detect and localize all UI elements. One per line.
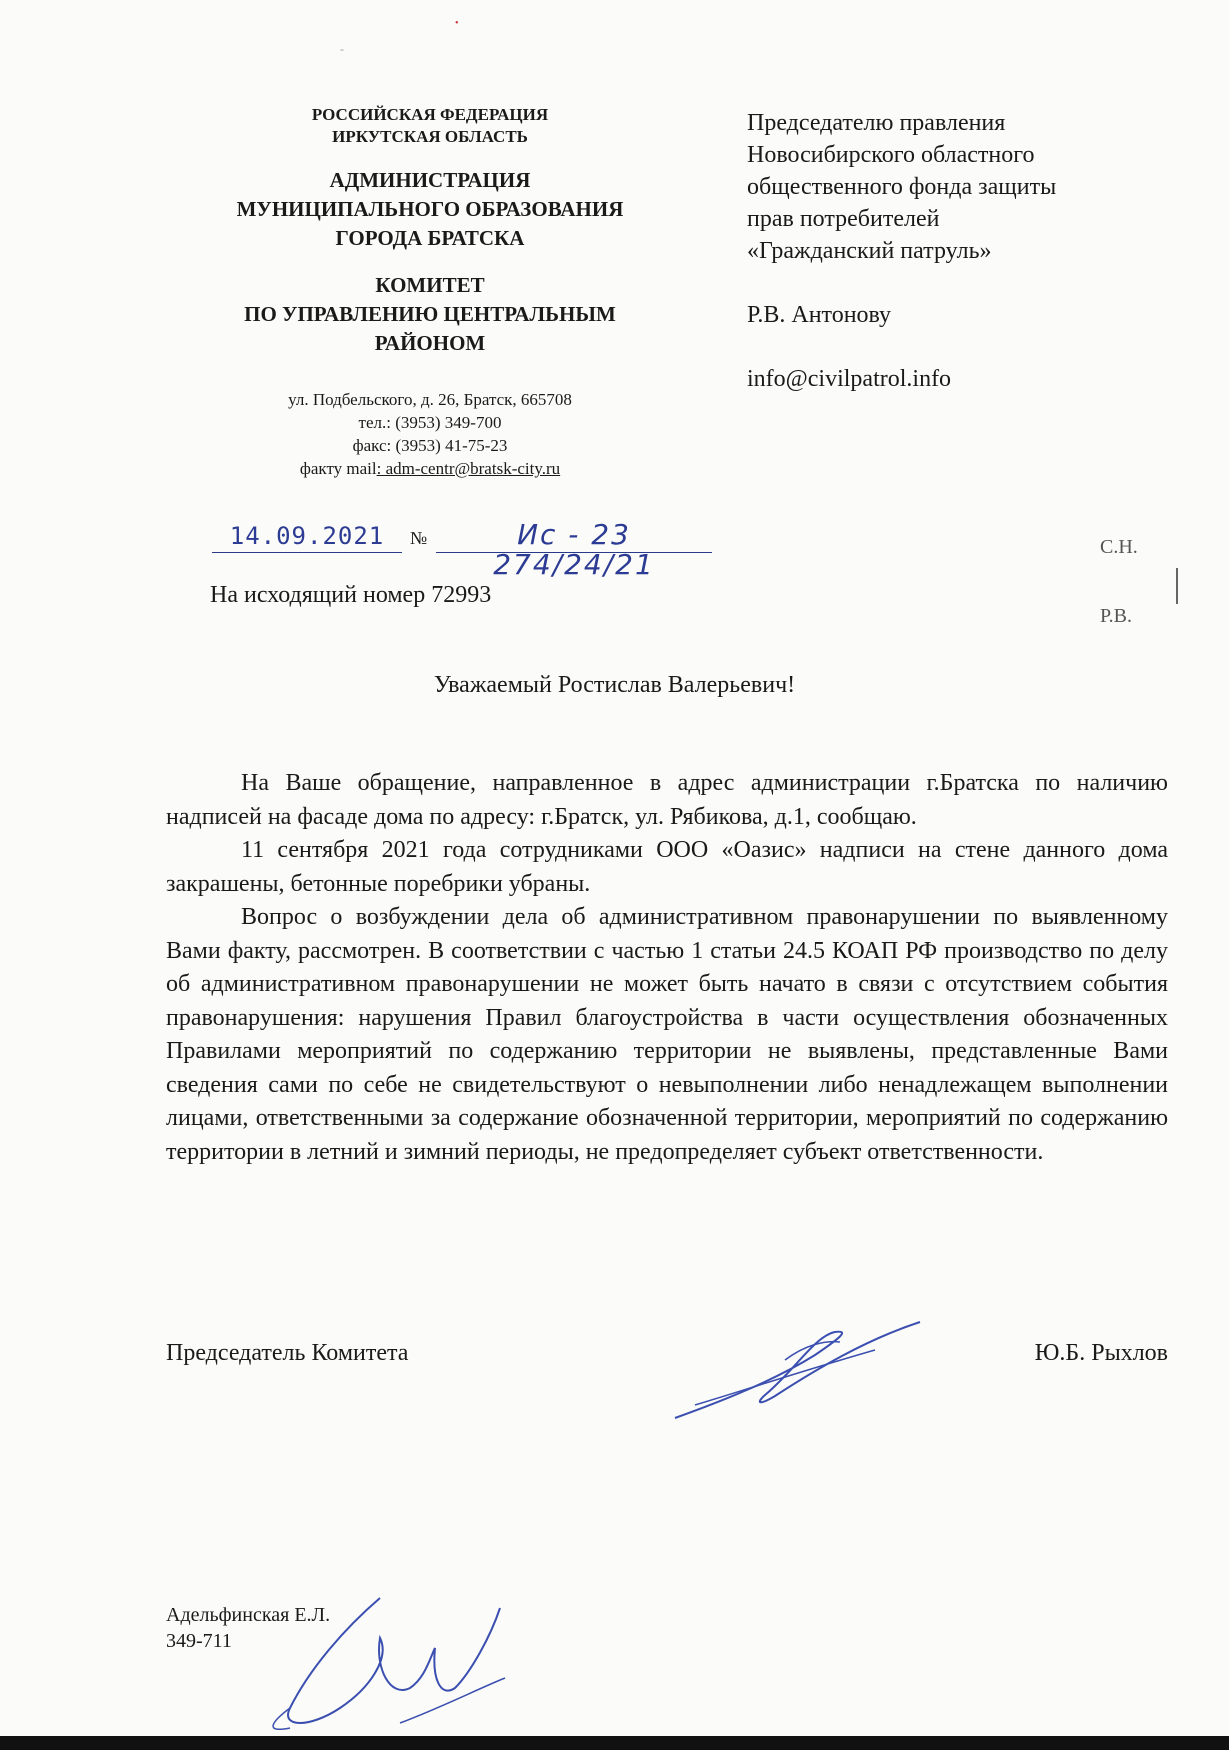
body-paragraph-2: 11 сентября 2021 года сотрудниками ООО «Оазис» надписи на стене данного дома закрашены, бетонные поребрики убраны. xyxy=(166,837,1168,897)
fax-number: факс: (3953) 41-75-23 xyxy=(352,436,508,455)
addressee-email: info@civilpatrol.info xyxy=(747,366,952,392)
committee-line-3: РАЙОНОМ xyxy=(374,331,486,355)
contact-block xyxy=(180,388,680,480)
registration-number: Ис - 23 274/24/21 xyxy=(436,520,712,553)
email-line xyxy=(180,457,680,480)
body-paragraph-3: Вопрос о возбуждении дела об административном правонарушении по выявленному Вами факту, рассмотрен. В соответствии с частью 1 статьи 24.5 КОАП РФ производство по делу об административном правонарушении не может быть начато в связи с отсутствием события правонарушения: нарушения Правил благоустройства в части осуществления обозначенных Правилами мероприятий по содержанию территории не выявлены, представленные Вами сведения сами по себе не свидетельствуют о невыполнении либо ненадлежащем выполнении лицами, ответственными за содержание обозначенной территории, мероприятий по содержанию территории в летний и зимний периоды, не предопределяет субъект ответственности. xyxy=(166,904,1168,1165)
committee-block xyxy=(180,271,680,358)
addressee-line-3: общественного фонда защиты xyxy=(747,174,1057,200)
administration-line-1: АДМИНИСТРАЦИЯ xyxy=(329,168,531,192)
committee-line-1: КОМИТЕТ xyxy=(375,273,485,297)
outgoing-reference: На исходящий номер 72993 xyxy=(210,582,492,608)
administration-line-2: МУНИЦИПАЛЬНОГО ОБРАЗОВАНИЯ xyxy=(236,197,624,221)
addressee-block xyxy=(747,107,1187,395)
postal-address: ул. Подбельского, д. 26, Братск, 665708 xyxy=(288,390,572,409)
email-address: : adm-centr@bratsk-city.ru xyxy=(376,459,561,478)
phone-number: тел.: (3953) 349-700 xyxy=(358,413,502,432)
executor-phone: 349-711 xyxy=(166,1630,232,1652)
registration-date: 14.09.2021 xyxy=(212,520,402,553)
margin-mark xyxy=(1176,568,1178,604)
margin-fragment-1: С.Н. xyxy=(1100,536,1138,558)
registration-number-label: № xyxy=(410,528,428,548)
letter-body xyxy=(166,767,1168,1169)
executor-signature xyxy=(250,1588,520,1738)
signatory-name: Ю.Б. Рыхлов xyxy=(1034,1340,1168,1366)
handwritten-signature xyxy=(665,1300,935,1430)
body-paragraph-1: На Ваше обращение, направленное в адрес администрации г.Братска по наличию надписей на фасаде дома по адресу: г.Братск, ул. Рябикова, д.1, сообщаю. xyxy=(166,770,1168,830)
executor-name: Адельфинская Е.Л. xyxy=(166,1604,331,1626)
letterhead-region: ИРКУТСКАЯ ОБЛАСТЬ xyxy=(332,127,528,146)
addressee-line-2: Новосибирского областного xyxy=(747,142,1035,168)
addressee-line-5: «Гражданский патруль» xyxy=(747,238,992,264)
signatory-title: Председатель Комитета xyxy=(166,1340,409,1366)
salutation: Уважаемый Ростислав Валерьевич! xyxy=(433,672,796,698)
addressee-line-1: Председателю правления xyxy=(747,110,1006,136)
letterhead xyxy=(180,104,680,480)
registration-line xyxy=(212,518,712,581)
administration-block xyxy=(180,166,680,253)
scan-speck-red: • xyxy=(455,18,459,29)
scan-speck: - xyxy=(340,42,344,56)
letterhead-country: РОССИЙСКАЯ ФЕДЕРАЦИЯ xyxy=(311,105,549,124)
administration-line-3: ГОРОДА БРАТСКА xyxy=(335,226,525,250)
email-label: факту mail xyxy=(299,459,377,478)
scan-bottom-edge xyxy=(0,1736,1229,1750)
addressee-name: Р.В. Антонову xyxy=(747,302,892,328)
committee-line-2: ПО УПРАВЛЕНИЮ ЦЕНТРАЛЬНЫМ xyxy=(244,302,616,326)
margin-fragment-2: Р.В. xyxy=(1100,605,1132,627)
addressee-line-4: прав потребителей xyxy=(747,206,940,232)
